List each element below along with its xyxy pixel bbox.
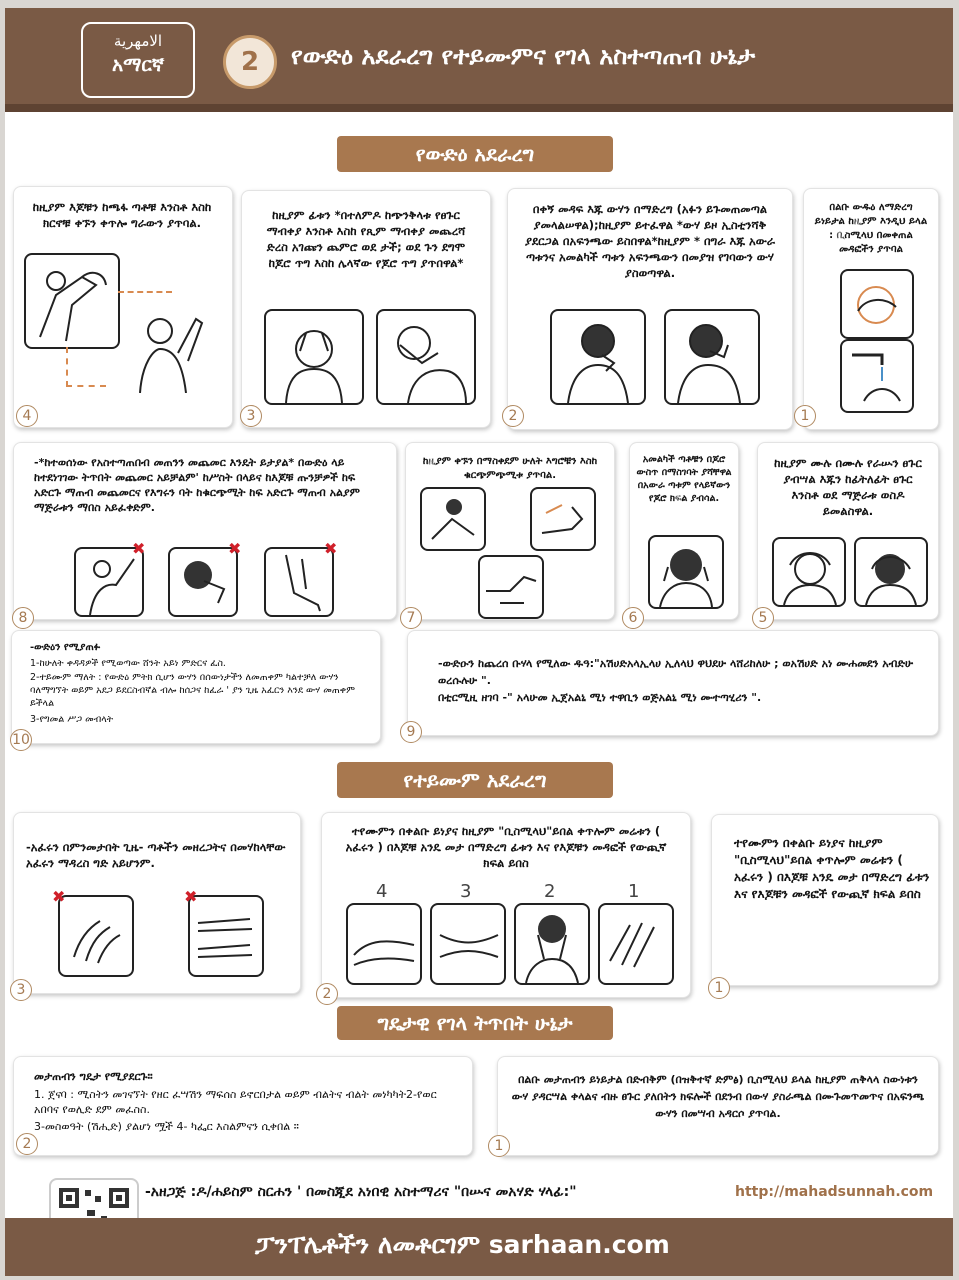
wudu-card-8 (13, 442, 397, 626)
wudu-card-5 (757, 442, 939, 626)
foot-washing-illustration (478, 555, 544, 619)
ear-wiping-illustration (648, 535, 724, 609)
step-number: 10 (10, 729, 32, 751)
step-number: 7 (400, 607, 422, 629)
step-number: 8 (12, 607, 34, 629)
interlaced-fingers-illustration (188, 895, 264, 977)
language-badge (81, 22, 195, 98)
part-number: 2 (223, 35, 277, 89)
dashed-arrow (66, 385, 106, 387)
step-number: 2 (502, 405, 524, 427)
wudu-card-6-text: አመልካች ጣቶቹን በጆሮ ውስጥ በማስገባት ያሻቸዋል በአውራ ጣቱም የላይኛውን የጆሮ ክፍል ያብሳል. (636, 454, 732, 504)
cross-icon: ✖ (184, 887, 198, 906)
header-stripe (5, 104, 953, 112)
language-arabic: الامهرية (113, 32, 163, 50)
dua-line: -ውድዑን ከጨረሰ ቡሃላ የሚለው ዱዓ:"አሽሀድአላኢላሀ ኢለላህ ዋህደሁ ላሸሪከለሁ ; ወአሽሀድ አነ ሙሐመደን አብድሁ ወረሱሉሁ ". (438, 657, 914, 687)
language-amharic: አማርኛ (111, 54, 165, 76)
nullifiers-title: -ውድዕን የሚያጠፉ (30, 642, 101, 653)
tayammum-card-2 (321, 812, 691, 1002)
ghusl-card-1-text: በልቡ መታጠብን ይነይታል በድብቅም (በዝቅተኛ ድምፅ) ቢስሚላህ ይላል ከዚያም ጠቅላላ ስውነቱን ውሃ ያዳርሣል ቀላልና ብዙ ፀጉር ያለበትን ክፍሎች በደንብ በውሃ ያስራጫል በሙጉመጥመጥና በአፍንጫ ውሃን በመሣብ አዳርሶ ያጥባል. (511, 1073, 925, 1120)
step-number: 5 (752, 607, 774, 629)
foot-washing-illustration (530, 487, 596, 551)
head-wiping-illustration (854, 537, 928, 607)
wudu-card-5-text: ከዚያም ሙሉ በሙሉ የራሡን ፀጉር ያብሣል እጁን ከፊትለፊት ፀጉር እንስቶ ወደ ማጅራቱ ወስዶ ይመልስዋል. (774, 456, 922, 518)
tayammum-card-1-text: ተየሙምን በቀልቡ ይነያና ከዚያም "ቢስሚላህ"ይበል ቀጥሎም መሬቱን ( አፈሩን ) በእጆቹ አንዴ መታ በማድረግ ፊቱን እና የእጆቹን መዳፎች የውጪኛ ክፍል ይበስ (734, 836, 930, 901)
wudu-card-7-text: ከዚያም ቀኙን በማስቀደም ሁለት እግሮቹን እስከ ቁርጭምጭሚቱ ያጥባል. (422, 456, 598, 481)
step-number: 2 (16, 1133, 38, 1155)
page-title: የውድዕ አደራረግ የተይሙምና የገላ አስተጣጠብ ሁኔታ (291, 42, 756, 70)
dashed-arrow (118, 291, 172, 293)
wudu-card-2-text: በቀኝ መዳፍ እጁ ውሃን በማድረግ (አፉን ይጉመጠመጣል ያመላልሠዋል);ከዚያም ይተፈዋል *ውሃ ይዞ ኢስቲንሻቅ ያደርጋል በአፍንጫው ይስበዋል*ከዚያም * በግራ እጁ አውራ ጣቱንና አመልካች ጣቱን አፍንጫውን በመያዝ የገባውን ውሃ ያስወጣዋል. (524, 202, 776, 280)
nullifier-line: 1-ከሁለት ቀዳዳዎች የሚወጣው ሸንት አይነ ምድርና ፈስ. (30, 658, 226, 669)
tap-washing-hands-illustration (840, 339, 914, 413)
sub-step-number: 3 (460, 881, 472, 902)
striking-earth-illustration (598, 903, 674, 985)
rinsing-mouth-illustration (550, 309, 646, 405)
wiping-hands-illustration (346, 903, 422, 985)
step-number: 3 (10, 979, 32, 1001)
wiping-hands-illustration (430, 903, 506, 985)
step-number: 1 (794, 405, 816, 427)
footer-tagline: ፓንፐሌቶችን ለመቶርገም sarhaan.com (255, 1230, 670, 1259)
ghusl-obligation-line: 3-መስወዓት (ሽሒድ) ያልሆነ ሟች 4- ካፌር እስልምናን ሲቀበል ። (34, 1120, 299, 1133)
step-number: 2 (316, 983, 338, 1005)
spread-fingers-illustration (58, 895, 134, 977)
dua-line: በቲርሚዚ ዘገባ -" አላሁመ ኢጀአልኒ ሚነ ተዋቢን ወጅአልኒ ሚነ ሙተጣሂሪን ". (438, 691, 762, 704)
wudu-card-8-text: -*ከተወሰነው የአስተጣጠበብ መጠንን መጨመር እንዴት ይታያል* በውድዕ ላይ ከተደነገገው ትጥበት መጨመር አይቻልም' ከሥስት በላይና ከእጆቹ ጡንቻዎች ከፍ አድርጉ ማጠብ መጨመርና የእግሩን ባት ከቁርጭሚት ከፍ አድርጉ ማጠብ አልያም ማጅራቱን ማበስ አይፈቀድም. (34, 456, 360, 514)
dashed-arrow (66, 347, 68, 387)
poster (5, 8, 953, 1276)
author-credit: -አዘጋጅ :ዶ/ሐይስም ስርሐን ' በመስጂደ አነበዊ አስተማሪና "በሡና መአሃድ ሃላፊ:" (145, 1184, 577, 1200)
step-number: 1 (708, 977, 730, 999)
step-number: 3 (240, 405, 262, 427)
wudu-card-2 (507, 188, 793, 430)
section-title-wudu: የውድዕ አደራረግ (337, 136, 613, 172)
ghusl-obligation-line: 1. ጀናባ : ሚስትን መገናኘት የዘር ፈሣሽን ማፍሰስ ይኖርበታል ወይም ብልትና ብልት መነካካት2-የወር አበባና የወሊድ ደም መፈስስ. (34, 1088, 437, 1116)
head-wiping-illustration (772, 537, 846, 607)
step-number: 1 (488, 1135, 510, 1157)
wudu-card-4 (13, 186, 233, 428)
step-number: 4 (16, 405, 38, 427)
cross-icon: ✖ (132, 539, 146, 558)
tayammum-card-3 (13, 812, 301, 998)
step-number: 6 (622, 607, 644, 629)
ghusl-obligations-title: መታጠብን ግዴታ የሚያደርጉ። (34, 1070, 153, 1083)
cross-icon: ✖ (324, 539, 338, 558)
website-link[interactable]: http://mahadsunnah.com (735, 1184, 934, 1200)
nullifier-line: 3-የግመል ሥጋ መብላት (30, 714, 114, 725)
sub-step-number: 4 (376, 881, 388, 902)
cross-icon: ✖ (228, 539, 242, 558)
section-title-tayammum: የተይሙም አደራረግ (337, 762, 613, 798)
foot-washing-illustration (420, 487, 486, 551)
wiping-face-illustration (514, 903, 590, 985)
sub-step-number: 2 (544, 881, 556, 902)
rinsing-nose-illustration (664, 309, 760, 405)
ghusl-card-1 (494, 1056, 939, 1156)
section-title-ghusl: ግዴታዊ የገላ ትጥበት ሁኔታ (337, 1006, 613, 1040)
person-arm-illustration (126, 309, 210, 393)
wudu-card-1-text: በልቡ ውዱዕ ለማድረግ ይነይታል ከዚያም እንዲህ ይላል : ቢስሚላህ በመቀጠል መዳፎችን ያጥባል (814, 202, 928, 255)
wudu-card-7 (405, 442, 615, 626)
face-washing-illustration (376, 309, 476, 405)
arm-washing-illustration (24, 253, 120, 349)
cross-icon: ✖ (52, 887, 66, 906)
wudu-card-1 (800, 188, 939, 430)
wudu-card-10 (11, 630, 381, 748)
wudu-card-9 (406, 630, 939, 740)
wudu-card-3 (241, 190, 491, 428)
intention-hands-illustration (840, 269, 914, 339)
tayammum-card-3-text: -አፈሩን በምንመታበት ጊዜ- ጣቶችን መዘረጋትና በመሃከላቸው አፈሩን ማዳረስ ግድ አይሆንም. (26, 840, 286, 870)
tayammum-card-1 (711, 814, 939, 996)
ghusl-card-2 (13, 1056, 473, 1156)
tayammum-card-2-text: ተየሙምን በቀልቡ ይነያና ከዚያም "ቢስሚላህ"ይበል ቀጥሎም መሬቱን ( አፈሩን ) በእጆቹ አንዴ መታ በማድረግ ፊቱን እና የእጆቹን መዳፎች የውጪኛ ክፍል ይበስ (345, 824, 667, 870)
wudu-card-6 (628, 442, 739, 626)
step-number: 9 (400, 721, 422, 743)
nullifier-line: 2-ተይሙም ማለት : የውድዕ ምትክ ሲሆን ውሃን በሰውነታችን ለመጠቀም ካልተቻለ ውሃን ባለማግኘት ወይም አደጋ ይደርስብኛል ብሎ ከሰጋና ከፈራ ' ያን ጊዜ አፈርን እንደ ውሃ መጠቀም ይችላል (30, 672, 356, 709)
wudu-card-4-text: ከዚያም እጆቹን ከጫፋ ጣቶቹ እንስቶ እስከ ክርኖቹ ቀኙን ቀጥሎ ግራውን ያጥባል. (32, 200, 212, 230)
face-washing-illustration (264, 309, 364, 405)
sub-step-number: 1 (628, 881, 640, 902)
wudu-card-3-text: ከዚያም ፊቱን *በተለምዶ ከጭንቅላቱ የፀጉር ማብቀያ እንስቶ እስከ የጺም ማብቀያ መጨረሻ ድረስ አገጩን ጨምሮ ወደ ታች; ወደ ጉን ደግሞ ከጆሮ ጥግ እስከ ሌላኛው የጆሮ ጥግ ያጥበዋል* (266, 208, 466, 270)
